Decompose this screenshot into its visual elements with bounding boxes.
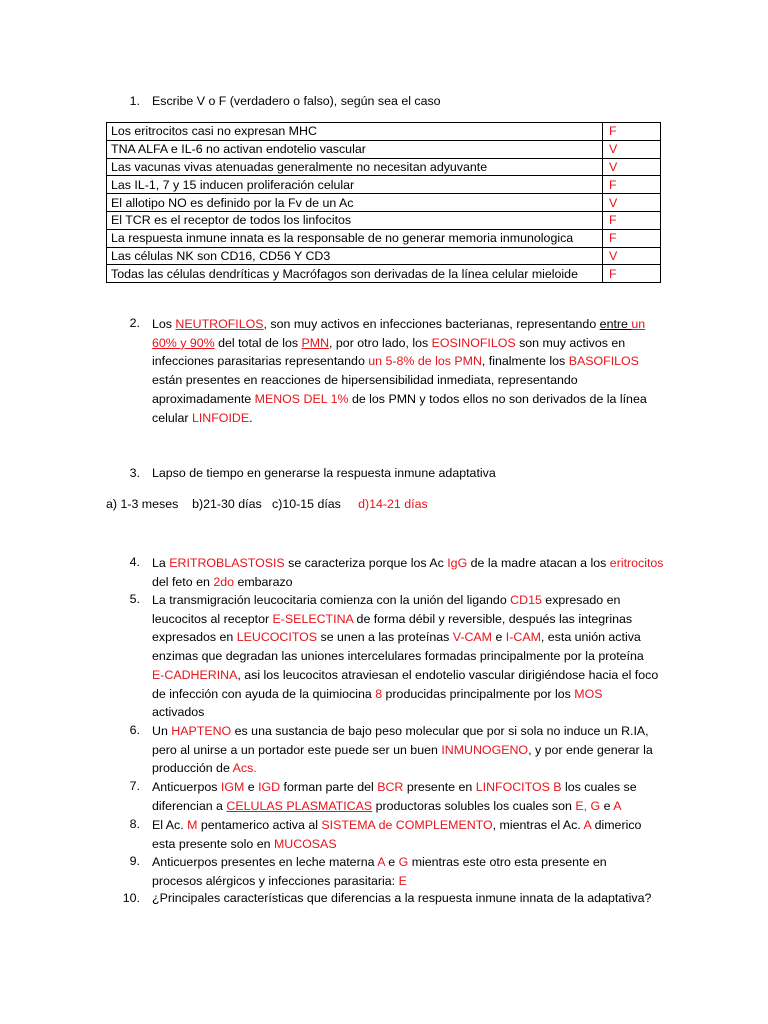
q4-paragraph: La ERITROBLASTOSIS se caracteriza porque los Ac IgG de la madre atacan a los eritrocitos del feto en 2do embarazo xyxy=(152,556,664,589)
q2-paragraph: Los NEUTROFILOS, son muy activos en infecciones bacterianas, representando entre un 60% y 90% del total de los PMN, por otro lado, los EOSINOFILOS son muy activos en infecciones parasitarias representando un 5-8% de los PMN, finalmente los BASOFILOS están presentes en reacciones de hipersensibilidad inmediata, representando aproximadamente MENOS DEL 1% de los PMN y todos ellos no son derivados de la línea celular LINFOIDE. xyxy=(152,317,647,425)
q1-number: 1. xyxy=(129,94,140,108)
q3-number: 3. xyxy=(129,466,140,480)
q8-paragraph: El Ac. M pentamerico activa al SISTEMA de COMPLEMENTO, mientras el Ac. A dimerico esta presente solo en MUCOSAS xyxy=(152,818,642,851)
q9-number: 9. xyxy=(129,854,140,868)
table-row xyxy=(107,158,661,176)
q6-number: 6. xyxy=(129,723,140,737)
table-row xyxy=(107,229,661,247)
statement-cell: La respuesta inmune innata es la responsable de no generar memoria inmunologica xyxy=(107,229,603,247)
table-row xyxy=(107,140,661,158)
q7-paragraph: Anticuerpos IGM e IGD forman parte del BCR presente en LINFOCITOS B los cuales se diferencian a CELULAS PLASMATICAS productoras solubles los cuales son E, G e A xyxy=(152,780,637,813)
q3-options xyxy=(106,497,428,511)
q3-option-b: b)21-30 días xyxy=(192,497,262,511)
statement-cell: Los eritrocitos casi no expresan MHC xyxy=(107,123,603,141)
q5-paragraph: La transmigración leucocitaria comienza con la unión del ligando CD15 expresado en leucocitos al receptor E-SELECTINA de forma débil y reversible, después las integrinas expresados en LEUCOCITOS se unen a las proteínas V-CAM e I-CAM, esta unión activa enzimas que degradan las uniones intercelulares formadas principalmente por la proteína E-CADHERINA, asi los leucocitos atraviesan el endotelio vascular dirigiéndose hacia el foco de infección con ayuda de la quimiocina 8 producidas principalmente por los MOS activados xyxy=(152,593,659,720)
q3-option-d: d)14-21 días xyxy=(358,497,428,511)
statement-cell: Todas las células dendríticas y Macrófagos son derivadas de la línea celular mieloide xyxy=(107,265,603,283)
answer-cell: V xyxy=(603,158,661,176)
answer-cell: V xyxy=(603,194,661,212)
answer-cell: F xyxy=(603,265,661,283)
q3-option-a: a) 1-3 meses xyxy=(106,497,179,511)
q5-number: 5. xyxy=(129,592,140,606)
q1-prompt: Escribe V o F (verdadero o falso), según sea el caso xyxy=(152,94,441,108)
table-row xyxy=(107,247,661,265)
answer-cell: F xyxy=(603,123,661,141)
statement-cell: Las vacunas vivas atenuadas generalmente no necesitan adyuvante xyxy=(107,158,603,176)
answer-cell: V xyxy=(603,140,661,158)
true-false-table xyxy=(106,122,661,283)
q7-number: 7. xyxy=(129,779,140,793)
statement-cell: El TCR es el receptor de todos los linfocitos xyxy=(107,211,603,229)
table-row xyxy=(107,176,661,194)
answer-cell: F xyxy=(603,211,661,229)
q10-number: 10. xyxy=(122,891,140,905)
table-row xyxy=(107,194,661,212)
q3-option-c: c)10-15 días xyxy=(272,497,341,511)
q2-number: 2. xyxy=(129,316,140,330)
table-row xyxy=(107,211,661,229)
q6-paragraph: Un HAPTENO es una sustancia de bajo peso molecular que por si sola no induce un R.IA, pero al unirse a un portador este puede ser un buen INMUNOGENO, y por ende generar la producción de Acs. xyxy=(152,724,653,776)
answer-cell: V xyxy=(603,247,661,265)
statement-cell: TNA ALFA e IL-6 no activan endotelio vascular xyxy=(107,140,603,158)
statement-cell: Las células NK son CD16, CD56 Y CD3 xyxy=(107,247,603,265)
answer-cell: F xyxy=(603,229,661,247)
answer-cell: F xyxy=(603,176,661,194)
statement-cell: Las IL-1, 7 y 15 inducen proliferación celular xyxy=(107,176,603,194)
q4-number: 4. xyxy=(129,555,140,569)
q8-number: 8. xyxy=(129,817,140,831)
table-row xyxy=(107,265,661,283)
table-row xyxy=(107,123,661,141)
q9-paragraph: Anticuerpos presentes en leche materna A e G mientras este otro esta presente en procesos alérgicos y infecciones parasitaria: E xyxy=(152,855,607,888)
q3-prompt: Lapso de tiempo en generarse la respuesta inmune adaptativa xyxy=(152,466,496,480)
statement-cell: El allotipo NO es definido por la Fv de un Ac xyxy=(107,194,603,212)
q10-prompt: ¿Principales características que diferencias a la respuesta inmune innata de la adaptativa? xyxy=(152,891,652,905)
